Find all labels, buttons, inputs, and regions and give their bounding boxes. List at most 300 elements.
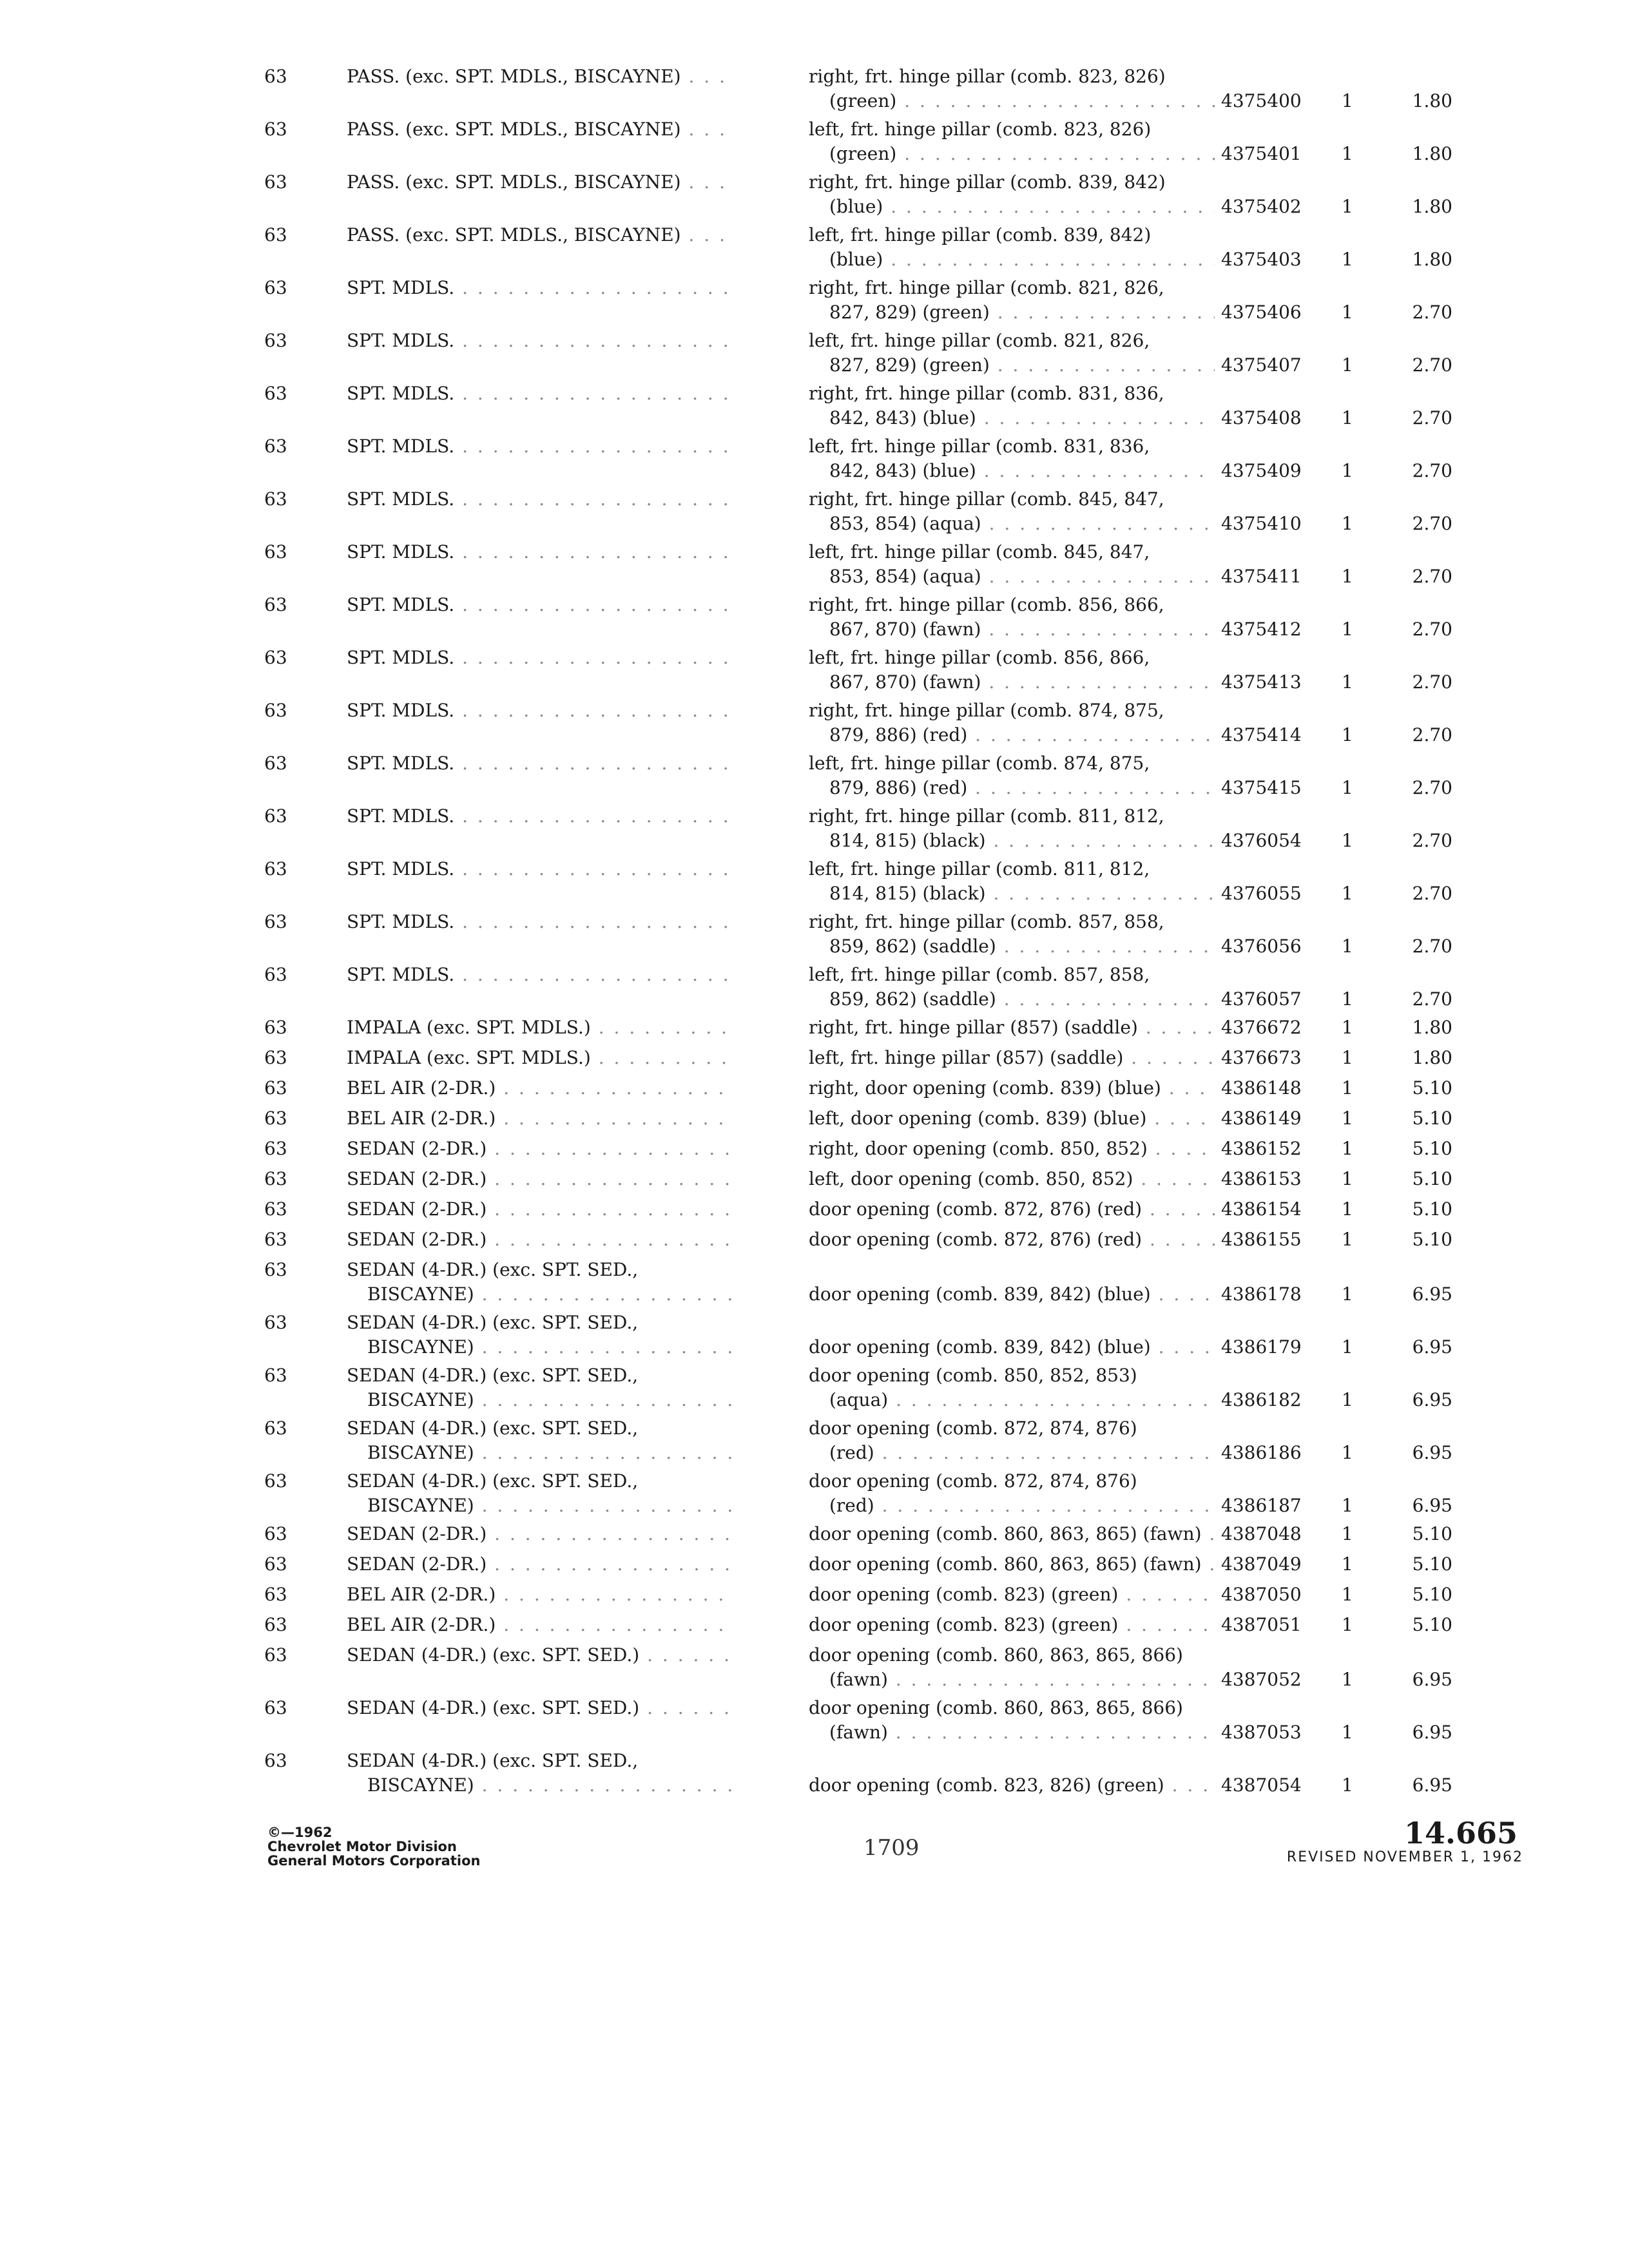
model-line: SEDAN (4-DR.) (exc. SPT. SED., (347, 1312, 639, 1333)
description-cell (809, 1363, 1215, 1412)
model-cell (347, 804, 733, 829)
quantity-cell: 1 (1342, 1138, 1353, 1159)
model-line: SPT. MDLS. . . . (347, 487, 733, 512)
description-cell (809, 1046, 1215, 1070)
price-cell: 1.80 (1412, 196, 1452, 217)
quantity-cell: 1 (1342, 1389, 1353, 1410)
year-cell: 63 (264, 805, 287, 827)
model-line: SEDAN (2-DR.) . . . (347, 1137, 733, 1161)
price-cell: 2.70 (1412, 619, 1452, 640)
description-line: door opening (comb. 860, 863, 865) (fawn) . . . (809, 1552, 1215, 1577)
description-cell (809, 1076, 1215, 1100)
description-line: door opening (comb. 860, 863, 865, 866) (809, 1697, 1183, 1718)
price-cell: 1.80 (1412, 1047, 1452, 1068)
description-cell (809, 1643, 1215, 1692)
quantity-cell: 1 (1342, 724, 1353, 745)
table-row (0, 1258, 1629, 1307)
description-line: (green) . . . (809, 89, 1215, 113)
table-row (0, 1227, 1629, 1252)
model-cell (347, 646, 733, 670)
table-row (0, 1643, 1629, 1692)
model-cell (347, 1046, 733, 1070)
price-cell: 5.10 (1412, 1077, 1452, 1099)
price-cell: 2.70 (1412, 936, 1452, 957)
description-line: left, frt. hinge pillar (comb. 821, 826, (809, 330, 1150, 351)
model-line: BEL AIR (2-DR.) . . . (347, 1076, 733, 1100)
table-row (0, 1046, 1629, 1070)
year-cell: 63 (264, 647, 287, 668)
model-cell (347, 540, 733, 564)
description-cell (809, 1749, 1215, 1798)
table-row (0, 646, 1629, 695)
model-cell (347, 1076, 733, 1100)
year-cell: 63 (264, 858, 287, 879)
table-row (0, 117, 1629, 166)
description-line: left, frt. hinge pillar (comb. 839, 842) (809, 224, 1152, 245)
model-cell (347, 698, 733, 723)
year-cell: 63 (264, 1553, 287, 1575)
description-cell (809, 857, 1215, 906)
part-number-cell: 4375413 (1221, 671, 1302, 693)
price-cell: 5.10 (1412, 1614, 1452, 1635)
table-row (0, 1167, 1629, 1191)
table-row (0, 1552, 1629, 1577)
description-line: left, frt. hinge pillar (857) (saddle) . . . (809, 1046, 1215, 1070)
quantity-cell: 1 (1342, 1229, 1353, 1250)
model-line: SEDAN (2-DR.) . . . (347, 1167, 733, 1191)
description-cell (809, 223, 1215, 272)
part-number-cell: 4375401 (1221, 143, 1302, 164)
description-line: (aqua) . . . (809, 1388, 1215, 1412)
description-cell (809, 751, 1215, 800)
quantity-cell: 1 (1342, 671, 1353, 693)
year-cell: 63 (264, 1017, 287, 1038)
year-cell: 63 (264, 911, 287, 932)
price-cell: 2.70 (1412, 724, 1452, 745)
description-line: (red) . . . (809, 1494, 1215, 1518)
description-line: 853, 854) (aqua) . . . (809, 512, 1215, 536)
description-line: door opening (comb. 872, 876) (red) . . . (809, 1227, 1215, 1252)
quantity-cell: 1 (1342, 1077, 1353, 1099)
quantity-cell: 1 (1342, 830, 1353, 851)
part-number-cell: 4375400 (1221, 90, 1302, 111)
price-cell: 2.70 (1412, 883, 1452, 904)
table-row (0, 698, 1629, 747)
part-number-cell: 4387053 (1221, 1722, 1302, 1743)
year-cell: 63 (264, 383, 287, 404)
price-cell: 5.10 (1412, 1198, 1452, 1220)
model-cell (347, 1643, 733, 1667)
part-number-cell: 4386153 (1221, 1168, 1302, 1189)
table-row (0, 1363, 1629, 1412)
model-cell (347, 1522, 733, 1546)
revision-date: REVISED NOVEMBER 1, 1962 (1286, 1849, 1523, 1865)
model-cell (347, 487, 733, 512)
price-cell: 1.80 (1412, 1017, 1452, 1038)
quantity-cell: 1 (1342, 513, 1353, 534)
year-cell: 63 (264, 224, 287, 245)
quantity-cell: 1 (1342, 1017, 1353, 1038)
model-cell (347, 1197, 733, 1222)
table-row (0, 1696, 1629, 1745)
description-line: left, frt. hinge pillar (comb. 874, 875, (809, 753, 1150, 774)
part-number-cell: 4375415 (1221, 777, 1302, 798)
model-cell (347, 381, 733, 406)
model-line: BISCAYNE) . . . (347, 1282, 733, 1307)
quantity-cell: 1 (1342, 1614, 1353, 1635)
corporation-name: General Motors Corporation (267, 1853, 481, 1869)
quantity-cell: 1 (1342, 1584, 1353, 1605)
description-line: 879, 886) (red) . . . (809, 776, 1215, 800)
table-row (0, 1015, 1629, 1040)
year-cell: 63 (264, 1077, 287, 1099)
quantity-cell: 1 (1342, 1336, 1353, 1358)
quantity-cell: 1 (1342, 407, 1353, 428)
price-cell: 6.95 (1412, 1722, 1452, 1743)
year-cell: 63 (264, 1108, 287, 1129)
model-cell (347, 1167, 733, 1191)
model-cell (347, 963, 733, 987)
quantity-cell: 1 (1342, 988, 1353, 1010)
description-cell (809, 910, 1215, 959)
year-cell: 63 (264, 171, 287, 193)
description-line (809, 1258, 1215, 1282)
description-line: 842, 843) (blue) . . . (809, 406, 1215, 430)
model-line: SEDAN (2-DR.) . . . (347, 1552, 733, 1577)
description-line: door opening (comb. 839, 842) (blue) . . . (809, 1335, 1215, 1360)
year-cell: 63 (264, 541, 287, 562)
price-cell: 2.70 (1412, 671, 1452, 693)
quantity-cell: 1 (1342, 1442, 1353, 1463)
part-number-cell: 4376056 (1221, 936, 1302, 957)
year-cell: 63 (264, 1229, 287, 1250)
table-row (0, 1106, 1629, 1131)
year-cell: 63 (264, 1470, 287, 1492)
description-cell (809, 170, 1215, 219)
model-cell (347, 1311, 733, 1360)
year-cell: 63 (264, 1168, 287, 1189)
part-number-cell: 4375412 (1221, 619, 1302, 640)
model-line: SEDAN (4-DR.) (exc. SPT. SED., (347, 1365, 639, 1386)
model-cell (347, 1227, 733, 1252)
year-cell: 63 (264, 1614, 287, 1635)
part-number-cell: 4386178 (1221, 1283, 1302, 1305)
description-cell (809, 64, 1215, 113)
description-line: left, door opening (comb. 850, 852) . . . (809, 1167, 1215, 1191)
description-cell (809, 593, 1215, 642)
model-line: SEDAN (4-DR.) (exc. SPT. SED., (347, 1470, 639, 1492)
quantity-cell: 1 (1342, 1553, 1353, 1575)
part-number-cell: 4386186 (1221, 1442, 1302, 1463)
quantity-cell: 1 (1342, 1523, 1353, 1544)
description-cell (809, 1258, 1215, 1307)
quantity-cell: 1 (1342, 196, 1353, 217)
description-line: door opening (comb. 872, 874, 876) (809, 1470, 1137, 1492)
model-cell (347, 1258, 733, 1307)
model-line: SEDAN (4-DR.) (exc. SPT. SED., (347, 1259, 639, 1280)
model-line: SEDAN (4-DR.) (exc. SPT. SED., (347, 1418, 639, 1439)
model-line: SEDAN (4-DR.) (exc. SPT. SED., (347, 1750, 639, 1771)
part-number-cell: 4386187 (1221, 1495, 1302, 1516)
part-number-cell: 4387052 (1221, 1669, 1302, 1690)
quantity-cell: 1 (1342, 619, 1353, 640)
year-cell: 63 (264, 1138, 287, 1159)
price-cell: 6.95 (1412, 1389, 1452, 1410)
model-line: SPT. MDLS. . . . (347, 698, 733, 723)
part-number-cell: 4387049 (1221, 1553, 1302, 1575)
table-row (0, 1582, 1629, 1607)
price-cell: 6.95 (1412, 1774, 1452, 1796)
quantity-cell: 1 (1342, 90, 1353, 111)
price-cell: 6.95 (1412, 1495, 1452, 1516)
part-number-cell: 4375403 (1221, 249, 1302, 270)
price-cell: 5.10 (1412, 1229, 1452, 1250)
table-row (0, 593, 1629, 642)
price-cell: 5.10 (1412, 1168, 1452, 1189)
model-line: BISCAYNE) . . . (347, 1388, 733, 1412)
quantity-cell: 1 (1342, 777, 1353, 798)
table-row (0, 1522, 1629, 1546)
model-cell (347, 117, 733, 142)
model-cell (347, 434, 733, 459)
model-line: SPT. MDLS. . . . (347, 276, 733, 300)
model-cell (347, 1696, 733, 1720)
price-cell: 6.95 (1412, 1442, 1452, 1463)
model-line: PASS. (exc. SPT. MDLS., BISCAYNE) . . . (347, 64, 733, 89)
description-line: door opening (comb. 823, 826) (green) . . . (809, 1773, 1215, 1798)
description-line: right, frt. hinge pillar (comb. 811, 812, (809, 805, 1164, 827)
table-row (0, 276, 1629, 325)
model-cell (347, 1015, 733, 1040)
table-row (0, 857, 1629, 906)
model-line: BEL AIR (2-DR.) . . . (347, 1582, 733, 1607)
description-line: 814, 815) (black) . . . (809, 881, 1215, 906)
quantity-cell: 1 (1342, 302, 1353, 323)
description-cell (809, 1522, 1215, 1546)
model-cell (347, 910, 733, 934)
table-row (0, 1749, 1629, 1798)
description-line: door opening (comb. 823) (green) . . . (809, 1613, 1215, 1637)
price-cell: 2.70 (1412, 460, 1452, 481)
model-line: PASS. (exc. SPT. MDLS., BISCAYNE) . . . (347, 170, 733, 195)
part-number-cell: 4386179 (1221, 1336, 1302, 1358)
part-number-cell: 4387051 (1221, 1614, 1302, 1635)
description-cell (809, 1582, 1215, 1607)
part-number-cell: 4375411 (1221, 566, 1302, 587)
model-line: BEL AIR (2-DR.) . . . (347, 1613, 733, 1637)
table-row (0, 751, 1629, 800)
description-line: 879, 886) (red) . . . (809, 723, 1215, 747)
year-cell: 63 (264, 1644, 287, 1666)
table-row (0, 804, 1629, 853)
description-cell (809, 1696, 1215, 1745)
part-number-cell: 4375409 (1221, 460, 1302, 481)
quantity-cell: 1 (1342, 566, 1353, 587)
model-line: SPT. MDLS. . . . (347, 540, 733, 564)
model-cell (347, 1363, 733, 1412)
year-cell: 63 (264, 1418, 287, 1439)
description-line: 867, 870) (fawn) . . . (809, 617, 1215, 642)
model-line: BISCAYNE) . . . (347, 1494, 733, 1518)
model-line: SPT. MDLS. . . . (347, 857, 733, 881)
table-row (0, 910, 1629, 959)
part-number-cell: 4376673 (1221, 1047, 1302, 1068)
quantity-cell: 1 (1342, 1283, 1353, 1305)
description-line: right, frt. hinge pillar (comb. 857, 858, (809, 911, 1164, 932)
description-line: 842, 843) (blue) . . . (809, 459, 1215, 483)
description-cell (809, 1227, 1215, 1252)
description-line: door opening (comb. 839, 842) (blue) . . . (809, 1282, 1215, 1307)
description-line: right, frt. hinge pillar (comb. 821, 826, (809, 277, 1164, 298)
year-cell: 63 (264, 1047, 287, 1068)
table-row (0, 64, 1629, 113)
description-cell (809, 117, 1215, 166)
price-cell: 6.95 (1412, 1283, 1452, 1305)
model-line: SPT. MDLS. . . . (347, 593, 733, 617)
price-cell: 2.70 (1412, 407, 1452, 428)
price-cell: 2.70 (1412, 830, 1452, 851)
year-cell: 63 (264, 1312, 287, 1333)
table-row (0, 223, 1629, 272)
description-line: left, frt. hinge pillar (comb. 811, 812, (809, 858, 1150, 879)
part-number-cell: 4387054 (1221, 1774, 1302, 1796)
price-cell: 2.70 (1412, 988, 1452, 1010)
description-line: (red) . . . (809, 1441, 1215, 1465)
description-cell (809, 1613, 1215, 1637)
table-row (0, 1469, 1629, 1518)
model-cell (347, 1749, 733, 1798)
price-cell: 5.10 (1412, 1523, 1452, 1544)
table-row (0, 1197, 1629, 1222)
price-cell: 5.10 (1412, 1138, 1452, 1159)
model-cell (347, 1416, 733, 1465)
description-line: left, door opening (comb. 839) (blue) . . . (809, 1106, 1215, 1131)
table-row (0, 540, 1629, 589)
model-line: BISCAYNE) . . . (347, 1773, 733, 1798)
part-number-cell: 4386154 (1221, 1198, 1302, 1220)
description-line: (blue) . . . (809, 195, 1215, 219)
quantity-cell: 1 (1342, 354, 1353, 376)
part-number-cell: 4386152 (1221, 1138, 1302, 1159)
model-line: BEL AIR (2-DR.) . . . (347, 1106, 733, 1131)
price-cell: 5.10 (1412, 1108, 1452, 1129)
description-line: 859, 862) (saddle) . . . (809, 987, 1215, 1012)
model-line: SEDAN (4-DR.) (exc. SPT. SED.) . . . (347, 1643, 733, 1667)
price-cell: 5.10 (1412, 1584, 1452, 1605)
quantity-cell: 1 (1342, 1047, 1353, 1068)
publisher-block (267, 1825, 480, 1868)
price-cell: 1.80 (1412, 143, 1452, 164)
description-cell (809, 540, 1215, 589)
year-cell: 63 (264, 436, 287, 457)
model-cell (347, 170, 733, 195)
year-cell: 63 (264, 330, 287, 351)
table-row (0, 1311, 1629, 1360)
copyright-line: ©—1962 (267, 1825, 333, 1840)
description-line: door opening (comb. 872, 874, 876) (809, 1418, 1137, 1439)
description-cell (809, 1197, 1215, 1222)
description-cell (809, 1552, 1215, 1577)
part-number-cell: 4387050 (1221, 1584, 1302, 1605)
division-name: Chevrolet Motor Division (267, 1839, 457, 1854)
description-cell (809, 434, 1215, 483)
year-cell: 63 (264, 964, 287, 985)
price-cell: 6.95 (1412, 1669, 1452, 1690)
year-cell: 63 (264, 66, 287, 87)
part-number-cell: 4375406 (1221, 302, 1302, 323)
quantity-cell: 1 (1342, 1669, 1353, 1690)
part-number-cell: 4386148 (1221, 1077, 1302, 1099)
description-cell (809, 1167, 1215, 1191)
description-line: door opening (comb. 823) (green) . . . (809, 1582, 1215, 1607)
year-cell: 63 (264, 1750, 287, 1771)
quantity-cell: 1 (1342, 1495, 1353, 1516)
description-cell (809, 698, 1215, 747)
part-number-cell: 4386149 (1221, 1108, 1302, 1129)
part-number-cell: 4387048 (1221, 1523, 1302, 1544)
model-cell (347, 64, 733, 89)
model-cell (347, 1552, 733, 1577)
description-cell (809, 329, 1215, 378)
description-cell (809, 1015, 1215, 1040)
model-cell (347, 1106, 733, 1131)
model-line: SPT. MDLS. . . . (347, 804, 733, 829)
model-line: SEDAN (2-DR.) . . . (347, 1227, 733, 1252)
model-line: SPT. MDLS. . . . (347, 329, 733, 353)
description-line: door opening (comb. 860, 863, 865, 866) (809, 1644, 1183, 1666)
part-number-cell: 4375408 (1221, 407, 1302, 428)
price-cell: 2.70 (1412, 513, 1452, 534)
model-cell (347, 751, 733, 776)
model-cell (347, 857, 733, 881)
part-number-cell: 4375407 (1221, 354, 1302, 376)
description-line: right, frt. hinge pillar (857) (saddle) . . . (809, 1015, 1215, 1040)
price-cell: 2.70 (1412, 302, 1452, 323)
part-number-cell: 4376055 (1221, 883, 1302, 904)
quantity-cell: 1 (1342, 1108, 1353, 1129)
description-cell (809, 804, 1215, 853)
description-line (809, 1749, 1215, 1773)
part-number-cell: 4386182 (1221, 1389, 1302, 1410)
description-line: right, frt. hinge pillar (comb. 831, 836, (809, 383, 1164, 404)
year-cell: 63 (264, 488, 287, 510)
model-line: SEDAN (2-DR.) . . . (347, 1197, 733, 1222)
description-cell (809, 963, 1215, 1012)
year-cell: 63 (264, 119, 287, 140)
price-cell: 5.10 (1412, 1553, 1452, 1575)
model-line: IMPALA (exc. SPT. MDLS.) . . . (347, 1015, 733, 1040)
model-cell (347, 1613, 733, 1637)
quantity-cell: 1 (1342, 143, 1353, 164)
description-line: right, frt. hinge pillar (comb. 845, 847, (809, 488, 1164, 510)
description-line: 827, 829) (green) . . . (809, 300, 1215, 325)
part-number-cell: 4376054 (1221, 830, 1302, 851)
model-line: SPT. MDLS. . . . (347, 381, 733, 406)
description-cell (809, 1469, 1215, 1518)
description-line: right, frt. hinge pillar (comb. 874, 875, (809, 700, 1164, 721)
description-cell (809, 381, 1215, 430)
part-number-cell: 4375414 (1221, 724, 1302, 745)
page-number: 1709 (863, 1835, 920, 1861)
description-cell (809, 646, 1215, 695)
price-cell: 1.80 (1412, 249, 1452, 270)
model-cell (347, 1137, 733, 1161)
description-line: 827, 829) (green) . . . (809, 353, 1215, 378)
model-line: PASS. (exc. SPT. MDLS., BISCAYNE) . . . (347, 117, 733, 142)
description-line: 859, 862) (saddle) . . . (809, 934, 1215, 959)
part-number-cell: 4376057 (1221, 988, 1302, 1010)
quantity-cell: 1 (1342, 460, 1353, 481)
